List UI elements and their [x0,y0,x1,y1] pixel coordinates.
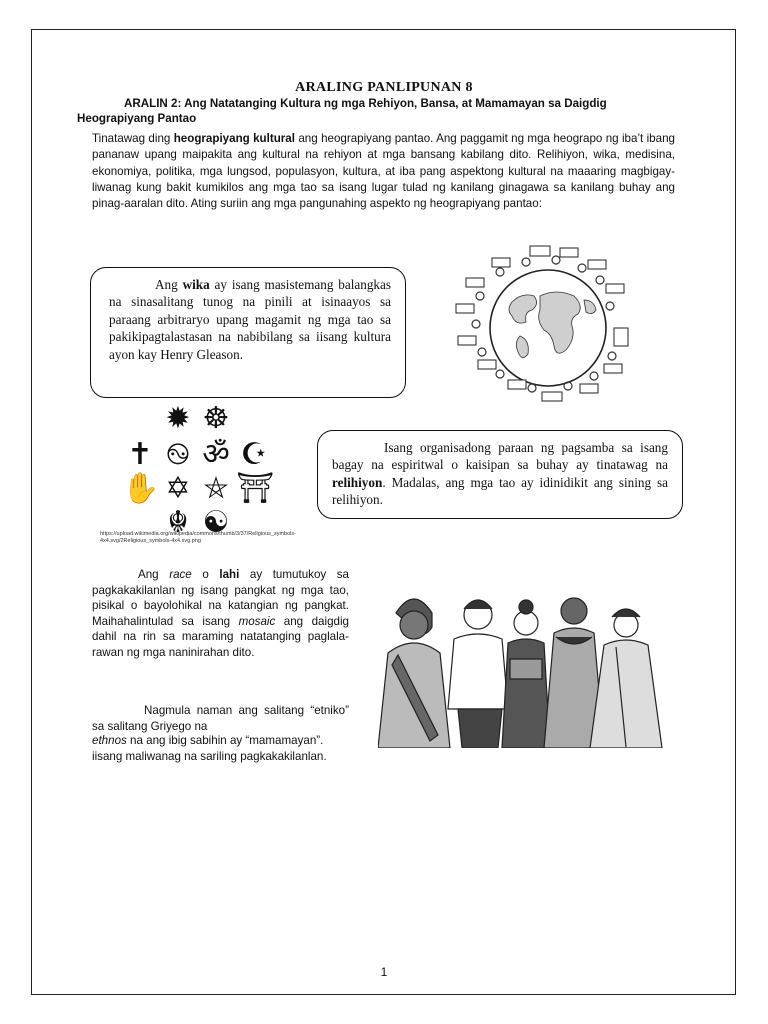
intro-text-start: Tinatawag ding [92,132,174,145]
religious-symbols-grid [122,402,282,542]
ethnic-paragraph [92,703,349,734]
race-term: race [169,568,192,581]
religion-definition-box [317,430,683,519]
jain-hand-icon: ✋ [122,471,160,506]
lahi-term: lahi [219,568,240,581]
language-bold-term: wika [182,277,210,292]
lesson-heading [77,96,697,126]
race-text-d: ang daigdig dahil na rin sa maraming natatanging paglala-rawan ng mga naninirahan dito. [92,614,349,659]
star-of-david-icon: ✡ [165,471,191,506]
religion-bold-term: relihiyon [332,474,383,490]
image-credit-url: https://upload.wikimedia.org/wikipedia/commons/thumb/3/37/Religious_symbols-4x4.svg/2Religious_symbols-4x4.svg.png [100,531,296,544]
religion-text-start: Isang organisadong paraan ng pagsamba sa isang bagay na espiritwal o kaisipan sa buhay ay tinatawag na [332,440,668,473]
dharma-wheel-icon: ☸ [202,401,230,436]
language-text-start: Ang [155,277,183,292]
page-title: ARALING PANLIPUNAN 8 [295,80,473,95]
race-text-b: o [191,568,220,581]
intro-paragraph [92,131,675,212]
taoist-symbol-icon: ࿊ [166,437,190,472]
lesson-heading-line2: Heograpiyang Pantao [77,112,197,125]
globe-people-illustration [448,240,648,412]
language-definition-box [90,267,406,398]
pentacle-icon: ⛤ [204,471,228,506]
star-symbol-icon: ✹ [165,401,191,436]
ethnos-lines [92,733,392,764]
language-text-rest: ay isang masistemang balangkas na sinasalitang tunog na pinili at isinaayos sa paraang arbitraryo upang magamit ng mga tao sa pakikipagtalastasan na nabibilang sa iisang kultura ayon kay Henry Gleason. [109,277,391,362]
intro-bold-term: heograpiyang kultural [173,132,295,145]
yin-yang-icon: ☯ [202,505,230,540]
race-paragraph [92,567,349,661]
mosaic-term: mosaic [238,614,276,628]
lesson-heading-line1: ARALIN 2: Ang Natatanging Kultura ng mga Rehiyon, Bansa, at Mamamayan sa Daigdig [124,97,607,110]
ethnos-term: ethnos [92,734,127,747]
race-text-c: ay tumutukoy sa pagkakakilanlan ng isang pangkat ng mga tao, pisikal o bayolohikal na katangian ng pangkat. Maihahalintulad sa isang [92,568,349,628]
race-text-a: Ang [138,568,170,581]
ethnos-text: na ang ibig sabihin ay “mamamayan”. [126,734,324,747]
religion-text-rest: . Madalas, ang mga tao ay idinidikit ang sining sa relihiyon. [332,474,668,508]
ethnic-last-line: iisang maliwanag na sariling pagkakakilanlan. [92,749,327,763]
torii-icon: ⛩ [236,471,275,506]
intro-text-rest: ang heograpiyang pantao. Ang paggamit ng mga heograpo ng iba’t ibang pananaw upang maipakita ang kultural na rehiyon at mga bansang kabilang dito. Relihiyon, wika, medisina, ekonomiya, politika, mga lungsod, populasyon, kultura, at iba pang aspektong kultural na maaaring magbigay-liwanag kung bakit kumikilos ang mga tao sa isang lugar tulad ng kanilang ginagawa sa kanilang buhay ang pinag-aaralan dito. Ating suriin ang mga pangunahing aspekto ng heograpiyang pantao: [92,132,675,211]
diverse-people-illustration [378,573,673,748]
ethnic-text: Nagmula naman ang salitang “etniko” sa salitang Griyego na [92,704,349,733]
om-icon: ॐ [202,437,230,472]
khanda-icon: ☬ [167,505,189,540]
page-number: 1 [380,965,388,979]
crescent-star-icon: ☪ [240,437,268,472]
cross-icon: ✝ [127,437,153,472]
